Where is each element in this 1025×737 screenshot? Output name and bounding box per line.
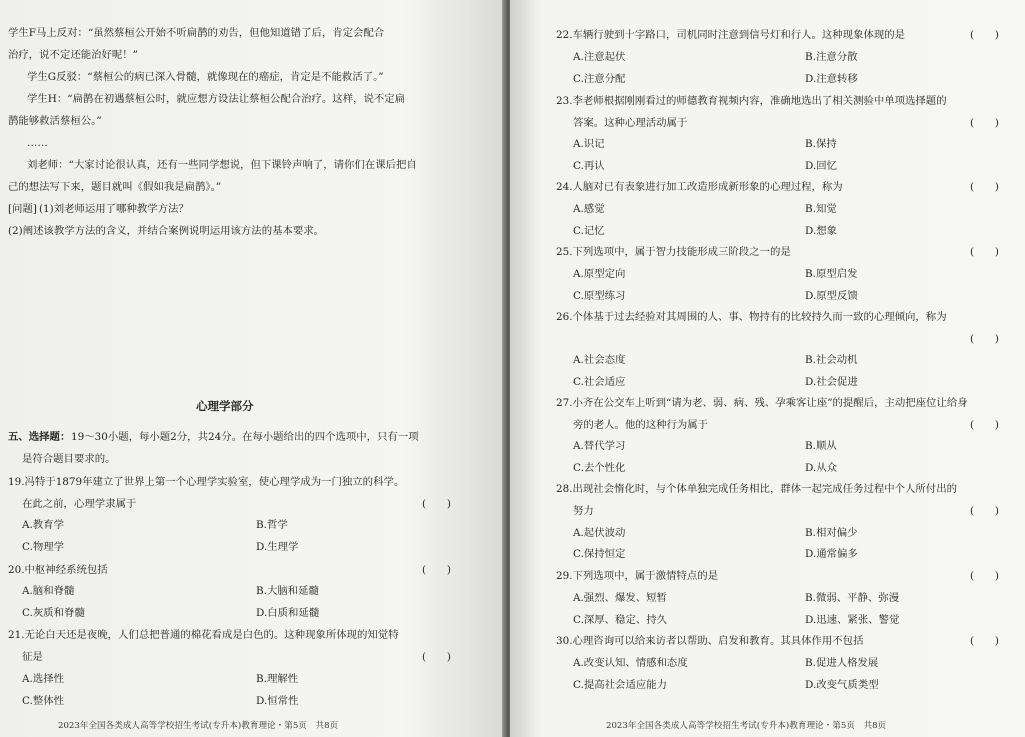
option-item: C.物理学 [22,541,65,553]
option-item: D.注意转移 [805,73,858,85]
right-page [510,0,1025,737]
passage-line: 己的想法写下来，题目就叫《假如我是扁鹊》。” [8,181,222,193]
question-stem: 22.车辆行驶到十字路口，司机同时注意到信号灯和行人。这种现象体现的是 [556,29,906,41]
option-item: B.相对偏少 [805,527,858,539]
option-item: B.社会动机 [805,354,858,366]
passage-line: 学生G反驳：“蔡桓公的病已深入骨髓，就像现在的癌症，肯定是不能救活了。” [27,71,384,83]
question-stem: 19.冯特于1879年建立了世界上第一个心理学实验室，使心理学成为一门独立的科学。 [8,476,405,488]
answer-paren: ( ) [970,246,999,258]
option-item: B.原型启发 [805,268,858,280]
passage-line: 鹊能够救活蔡桓公。” [8,115,102,127]
passage-line: 刘老师：“大家讨论很认真，还有一些同学想说，但下课铃声响了，请你们在课后把自 [27,159,417,171]
answer-paren: ( ) [970,419,999,431]
instructions-text: 是符合题目要求的。 [22,453,116,465]
option-item: A.识记 [573,138,605,150]
option-item: C.社会适应 [573,376,626,388]
option-item: C.注意分配 [573,73,626,85]
option-item: A.感觉 [573,203,605,215]
question-label: [问题] [8,203,37,215]
answer-paren: ( ) [970,505,999,517]
question-stem: 24.人脑对已有表象进行加工改造形成新形象的心理过程，称为 [556,181,843,193]
question-stem: 20.中枢神经系统包括 [8,564,108,576]
option-item: C.提高社会适应能力 [573,679,668,691]
option-item: B.微弱、平静、弥漫 [805,592,900,604]
answer-paren: ( ) [970,181,999,193]
question-stem: 28.出现社会惰化时，与个体单独完成任务相比，群体一起完成任务过程中个人所付出的 [556,483,957,495]
option-item: B.大脑和延髓 [256,585,319,597]
option-item: C.再认 [573,160,605,172]
option-item: C.记忆 [573,225,605,237]
option-item: D.白质和延髓 [256,607,320,619]
option-item: B.顺从 [805,440,837,452]
option-item: D.迅速、紧张、警觉 [805,614,900,626]
answer-paren: ( ) [422,564,451,576]
answer-paren: ( ) [970,29,999,41]
answer-paren: ( ) [970,635,999,647]
passage-line: …… [27,137,48,149]
question-stem: 努力 [573,505,594,517]
option-item: B.注意分散 [805,51,858,63]
left-page [0,0,506,737]
option-item: B.知觉 [805,203,837,215]
option-item: A.替代学习 [573,440,626,452]
question-stem: 在此之前，心理学隶属于 [22,498,137,510]
option-item: D.原型反馈 [805,290,858,302]
option-item: A.改变认知、情感和态度 [573,657,688,669]
option-item: A.选择性 [22,673,64,685]
passage-line: 学生F马上反对：“虽然蔡桓公开始不听扁鹊的劝告，但他知道错了后，肯定会配合 [8,27,385,39]
question-stem: 旁的老人。他的这种行为属于 [573,419,709,431]
question-stem: 23.李老师根据刚刚看过的师德教育视频内容，准确地选出了相关测验中单项选择题的 [556,95,947,107]
option-item: A.起伏波动 [573,527,626,539]
option-item: B.哲学 [256,519,288,531]
option-item: A.脑和脊髓 [22,585,75,597]
option-item: C.保持恒定 [573,548,626,560]
option-item: A.社会态度 [573,354,626,366]
option-item: D.恒常性 [256,695,299,707]
answer-paren: ( ) [422,651,451,663]
answer-paren: ( ) [970,117,999,129]
question-stem: 26.个体基于过去经验对其周围的人、事、物持有的比较持久而一致的心理倾向，称为 [556,311,947,323]
option-item: A.教育学 [22,519,64,531]
instructions-text: 19～30小题，每小题2分，共24分。在每小题给出的四个选项中，只有一项 [71,431,419,443]
option-item: C.去个性化 [573,462,626,474]
answer-paren: ( ) [970,570,999,582]
option-item: C.灰质和脊髓 [22,607,85,619]
option-item: C.深厚、稳定、持久 [573,614,668,626]
answer-paren: ( ) [970,333,999,345]
page-footer: 2023年全国各类成人高等学校招生考试(专升本)教育理论・第5页 共8页 [58,721,339,731]
question-stem: 29.下列选项中，属于激情特点的是 [556,570,718,582]
question-stem: 答案。这种心理活动属于 [573,117,688,129]
option-item: D.回忆 [805,160,838,172]
question-line: (2)阐述该教学方法的含义，并结合案例说明运用该方法的基本要求。 [8,225,325,237]
option-item: D.通常偏多 [805,548,858,560]
option-item: D.从众 [805,462,838,474]
question-stem: 30.心理咨询可以给来访者以帮助、启发和教育。其具体作用不包括 [556,635,864,647]
question-stem: 征是 [22,651,43,663]
option-item: B.理解性 [256,673,299,685]
page-footer: 2023年全国各类成人高等学校招生考试(专升本)教育理论・第5页 共8页 [606,721,887,731]
option-item: B.保持 [805,138,837,150]
option-item: C.原型练习 [573,290,626,302]
instructions-head: 五、选择题： [8,431,71,443]
option-item: A.强烈、爆发、短暂 [573,592,667,604]
answer-paren: ( ) [422,498,451,510]
question-line: (1)刘老师运用了哪种教学方法？ [39,203,189,215]
question-stem: 25.下列选项中，属于智力技能形成三阶段之一的是 [556,246,791,258]
option-item: D.改变气质类型 [805,679,879,691]
option-item: C.整体性 [22,695,65,707]
passage-line: 治疗，说不定还能治好呢！” [8,49,138,61]
question-stem: 27.小齐在公交车上听到“请为老、弱、病、残、孕乘客让座”的提醒后，主动把座位让给身 [556,397,968,409]
section-title: 心理学部分 [196,399,254,413]
option-item: B.促进人格发展 [805,657,879,669]
option-item: D.想象 [805,225,838,237]
passage-line: 学生H：“扁鹊在初遇蔡桓公时，就应想方设法让蔡桓公配合治疗。这样，说不定扁 [27,93,406,105]
option-item: D.生理学 [256,541,299,553]
question-stem: 21.无论白天还是夜晚，人们总把普通的棉花看成是白色的。这种现象所体现的知觉特 [8,629,399,641]
option-item: A.注意起伏 [573,51,626,63]
option-item: D.社会促进 [805,376,858,388]
option-item: A.原型定向 [573,268,626,280]
